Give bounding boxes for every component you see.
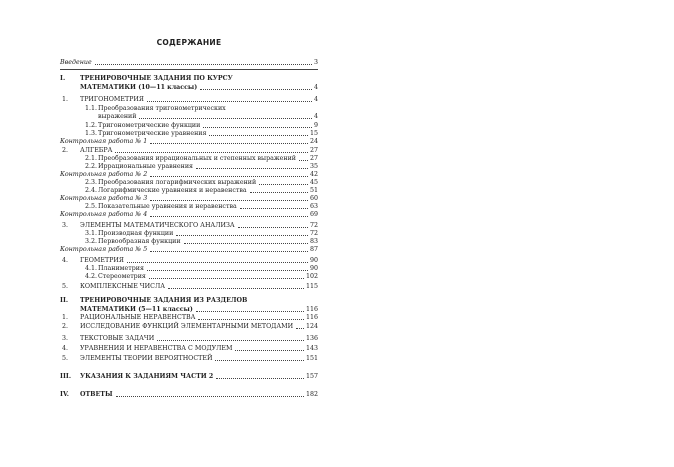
entry-number: 3.1. — [85, 230, 98, 237]
page-number: 63 — [309, 203, 318, 210]
leader-dots — [150, 216, 308, 217]
page-number: 24 — [309, 138, 318, 145]
leader-dots — [215, 360, 304, 361]
toc-entry — [60, 313, 318, 322]
toc-entry — [60, 334, 318, 343]
entry-title: Первообразная функции — [98, 238, 181, 245]
toc-entry — [60, 282, 318, 291]
entry-title: ЭЛЕМЕНТЫ МАТЕМАТИЧЕСКОГО АНАЛИЗА — [80, 222, 235, 229]
entry-number: 2. — [62, 323, 69, 330]
page-number: 9 — [313, 122, 318, 129]
entry-title: РАЦИОНАЛЬНЫЕ НЕРАВЕНСТВА — [80, 314, 196, 321]
entry-title: Контрольная работа № 5 — [60, 246, 148, 253]
entry-title: ГЕОМЕТРИЯ — [80, 257, 124, 264]
page-number: 102 — [305, 273, 318, 280]
entry-title: Иррациональные уравнения — [98, 163, 193, 170]
entry-number: 3. — [62, 335, 69, 342]
page-number: 143 — [305, 345, 318, 352]
entry-title: Введение — [60, 59, 92, 66]
page-number: 116 — [305, 314, 318, 321]
entry-title: МАТЕМАТИКИ (10—11 классы) — [80, 84, 198, 91]
page-number: 3 — [313, 59, 318, 66]
leader-dots — [157, 340, 304, 341]
entry-title: Преобразования иррациональных и степенных выражений — [98, 155, 296, 162]
entry-number: 2.5. — [85, 203, 98, 210]
entry-number: 1. — [62, 314, 69, 321]
toc-entry — [60, 137, 318, 146]
page-number: 27 — [309, 147, 318, 154]
page-number: 87 — [309, 246, 318, 253]
entry-title: ТРЕНИРОВОЧНЫЕ ЗАДАНИЯ ИЗ РАЗДЕЛОВ — [80, 297, 248, 304]
page-number: 90 — [309, 265, 318, 272]
entry-title: Контрольная работа № 1 — [60, 138, 148, 145]
entry-title: АЛГЕБРА — [80, 147, 113, 154]
toc-entry — [60, 344, 318, 353]
leader-dots — [168, 288, 304, 289]
page-number: 4 — [313, 113, 318, 120]
entry-number: IV. — [60, 391, 69, 398]
page-number: 83 — [309, 238, 318, 245]
entry-title: ЭЛЕМЕНТЫ ТЕОРИИ ВЕРОЯТНОСТЕЙ — [80, 355, 213, 362]
entry-number: 2.3. — [85, 179, 98, 186]
leader-dots — [149, 278, 304, 279]
toc-entry — [60, 354, 318, 363]
page-number: 182 — [305, 391, 318, 398]
entry-title: ТРЕНИРОВОЧНЫЕ ЗАДАНИЯ ПО КУРСУ — [80, 75, 233, 82]
divider — [60, 69, 318, 70]
leader-dots — [150, 251, 308, 252]
leader-dots — [116, 396, 304, 397]
toc-entry — [60, 245, 318, 254]
entry-number: 1. — [62, 96, 69, 103]
leader-dots — [250, 192, 308, 193]
entry-title: Планиметрия — [98, 265, 144, 272]
leader-dots — [259, 184, 308, 185]
entry-title: Преобразования логарифмических выражений — [98, 179, 257, 186]
page-number: 115 — [305, 283, 318, 290]
entry-number: 2.2. — [85, 163, 98, 170]
page-number: 27 — [309, 155, 318, 162]
page-number: 124 — [305, 323, 318, 330]
entry-title: Показательные уравнения и неравенства — [98, 203, 237, 210]
entry-title: Контрольная работа № 2 — [60, 171, 148, 178]
entry-title: Преобразования тригонометрических — [98, 105, 226, 112]
page-title: СОДЕРЖАНИЕ — [156, 38, 222, 47]
leader-dots — [196, 311, 304, 312]
toc-entry — [60, 372, 318, 381]
leader-dots — [95, 64, 312, 65]
toc-entry — [60, 272, 318, 281]
entry-title: Логарифмические уравнения и неравенства — [98, 187, 247, 194]
toc-entry — [60, 322, 318, 331]
entry-title: Контрольная работа № 3 — [60, 195, 148, 202]
entry-number: 4.1. — [85, 265, 98, 272]
leader-dots — [115, 152, 308, 153]
page-number: 60 — [309, 195, 318, 202]
entry-number: 3. — [62, 222, 69, 229]
page-number: 42 — [309, 171, 318, 178]
entry-number: 1.2. — [85, 122, 98, 129]
toc-entry — [60, 296, 318, 305]
page-number: 35 — [309, 163, 318, 170]
entry-title: Тригонометрические функции — [98, 122, 201, 129]
leader-dots — [209, 135, 308, 136]
leader-dots — [147, 101, 312, 102]
toc-entry — [60, 58, 318, 67]
entry-title: УРАВНЕНИЯ И НЕРАВЕНСТВА С МОДУЛЕМ — [80, 345, 233, 352]
entry-title: Контрольная работа № 4 — [60, 211, 148, 218]
leader-dots — [296, 328, 304, 329]
entry-title: ИССЛЕДОВАНИЕ ФУНКЦИЙ ЭЛЕМЕНТАРНЫМИ МЕТОДАМИ — [80, 323, 294, 330]
entry-number: 1.3. — [85, 130, 98, 137]
entry-number: 1.1. — [85, 105, 98, 112]
entry-title: УКАЗАНИЯ К ЗАДАНИЯМ ЧАСТИ 2 — [80, 373, 214, 380]
entry-number: 3.2. — [85, 238, 98, 245]
entry-number: 4.2. — [85, 273, 98, 280]
entry-number: 4. — [62, 257, 69, 264]
toc-entry — [60, 83, 318, 92]
page-number: 72 — [309, 230, 318, 237]
page-number: 116 — [305, 306, 318, 313]
entry-number: 2. — [62, 147, 69, 154]
entry-title: Тригонометрические уравнения — [98, 130, 207, 137]
page-number: 157 — [305, 373, 318, 380]
leader-dots — [196, 168, 308, 169]
entry-number: 5. — [62, 283, 69, 290]
entry-title: Производная функции — [98, 230, 174, 237]
leader-dots — [216, 378, 304, 379]
leader-dots — [184, 243, 308, 244]
leader-dots — [147, 270, 308, 271]
page-number: 90 — [309, 257, 318, 264]
entry-number: 5. — [62, 355, 69, 362]
leader-dots — [200, 89, 312, 90]
page-number: 4 — [313, 84, 318, 91]
toc-entry — [60, 390, 318, 399]
toc-entry — [60, 74, 318, 83]
page-number: 151 — [305, 355, 318, 362]
entry-number: 2.1. — [85, 155, 98, 162]
leader-dots — [176, 235, 308, 236]
entry-title: выражений — [98, 113, 137, 120]
entry-title: ТЕКСТОВЫЕ ЗАДАЧИ — [80, 335, 155, 342]
page-number: 72 — [309, 222, 318, 229]
leader-dots — [299, 160, 308, 161]
page-number: 15 — [309, 130, 318, 137]
page-number: 45 — [309, 179, 318, 186]
entry-number: 4. — [62, 345, 69, 352]
page-number: 136 — [305, 335, 318, 342]
leader-dots — [235, 350, 304, 351]
page-number: 4 — [313, 96, 318, 103]
toc-entry — [60, 210, 318, 219]
leader-dots — [139, 118, 312, 119]
entry-title: ТРИГОНОМЕТРИЯ — [80, 96, 144, 103]
leader-dots — [198, 319, 304, 320]
page-number: 69 — [309, 211, 318, 218]
toc-entry — [60, 95, 318, 104]
leader-dots — [203, 127, 312, 128]
entry-title: КОМПЛЕКСНЫЕ ЧИСЛА — [80, 283, 166, 290]
entry-number: 2.4. — [85, 187, 98, 194]
page-number: 51 — [309, 187, 318, 194]
entry-title: Стереометрия — [98, 273, 146, 280]
entry-number: III. — [60, 373, 72, 380]
leader-dots — [127, 262, 308, 263]
leader-dots — [150, 200, 308, 201]
entry-title: ОТВЕТЫ — [80, 391, 113, 398]
leader-dots — [150, 143, 308, 144]
leader-dots — [238, 227, 308, 228]
entry-title: МАТЕМАТИКИ (5—11 классы) — [80, 306, 193, 313]
leader-dots — [150, 176, 308, 177]
leader-dots — [240, 208, 308, 209]
entry-number: I. — [60, 75, 66, 82]
entry-number: II. — [60, 297, 69, 304]
toc-entry — [60, 112, 318, 121]
